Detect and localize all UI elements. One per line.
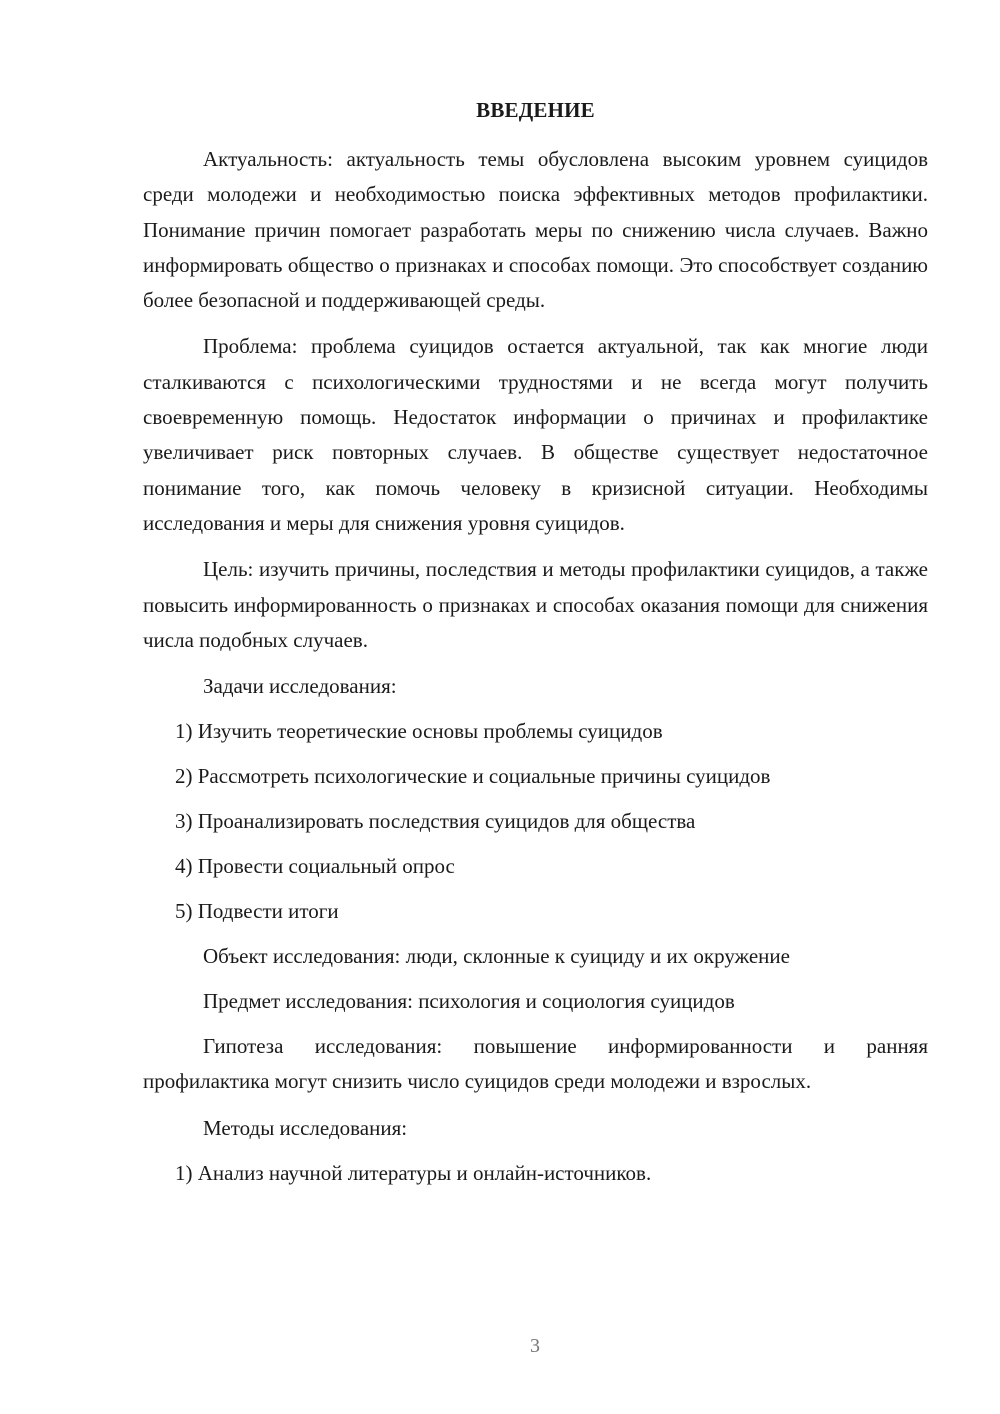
methods-heading: Методы исследования:	[203, 1115, 408, 1140]
subject-line: Предмет исследования: психология и социология суицидов	[203, 989, 735, 1014]
page-number: 3	[530, 1335, 540, 1357]
tasks-heading: Задачи исследования:	[203, 674, 397, 699]
document-body	[143, 96, 928, 1201]
task-item: 3) Проанализировать последствия суицидов для общества	[175, 809, 696, 834]
problem-paragraph: Проблема: проблема суицидов остается актуальной, так как многие люди сталкиваются с психологическими трудностями и не всегда могут получить своевременную помощь. Недостаток информации о причинах и профилактике увеличивает риск повторных случаев. В обществе существует недостаточное понимание того, как помочь человеку в кризисной ситуации. Необходимы исследования и меры для снижения уровня суицидов.	[143, 334, 928, 535]
task-item: 5) Подвести итоги	[175, 899, 339, 924]
goal-paragraph: Цель: изучить причины, последствия и методы профилактики суицидов, а также повысить информированность о признаках и способах оказания помощи для снижения числа подобных случаев.	[143, 557, 928, 652]
task-item: 4) Провести социальный опрос	[175, 854, 455, 879]
section-title: ВВЕДЕНИЕ	[476, 98, 595, 122]
task-item: 2) Рассмотреть психологические и социальные причины суицидов	[175, 764, 771, 789]
hypothesis-paragraph: Гипотеза исследования: повышение информированности и ранняя профилактика могут снизить число суицидов среди молодежи и взрослых.	[143, 1034, 928, 1094]
relevance-paragraph: Актуальность: актуальность темы обусловлена высоким уровнем суицидов среди молодежи и необходимостью поиска эффективных методов профилактики. Понимание причин помогает разработать меры по снижению числа случаев. Важно информировать общество о признаках и способах помощи. Это способствует созданию более безопасной и поддерживающей среды.	[143, 147, 928, 313]
task-item: 1) Изучить теоретические основы проблемы суицидов	[175, 719, 663, 744]
method-item: 1) Анализ научной литературы и онлайн-источников.	[175, 1160, 652, 1185]
object-line: Объект исследования: люди, склонные к суициду и их окружение	[203, 944, 790, 969]
